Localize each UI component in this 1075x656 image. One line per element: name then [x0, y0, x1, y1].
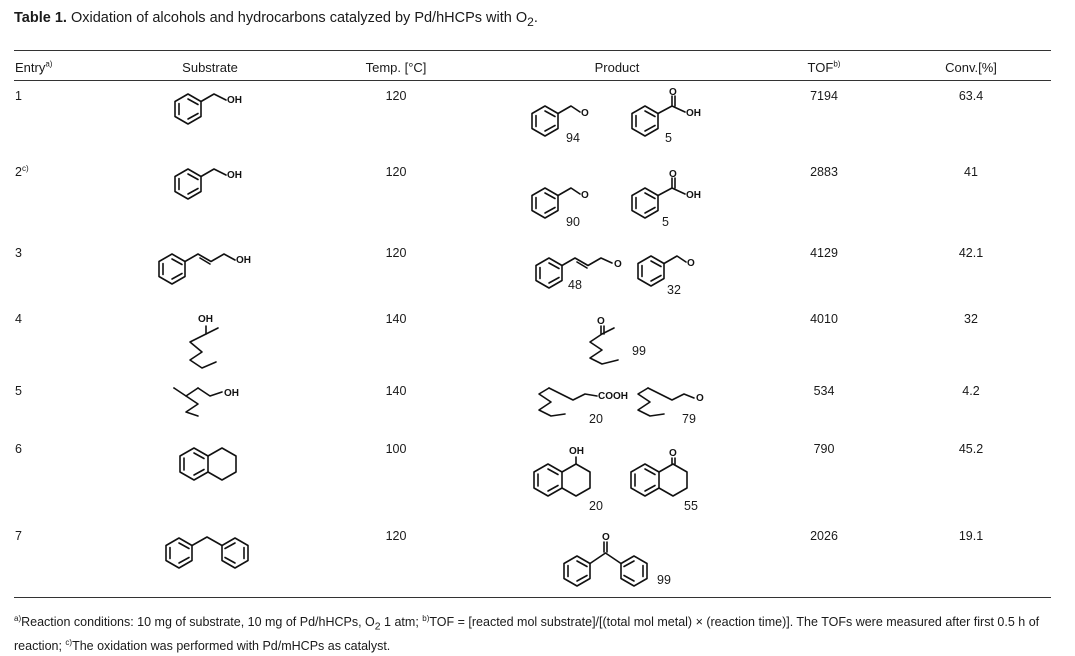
entry-cell: 1 — [15, 89, 22, 103]
conv-cell: 41 — [964, 165, 978, 179]
yield-5b: 79 — [682, 412, 696, 426]
tof-cell: 790 — [813, 442, 835, 456]
bottom-rule — [14, 597, 1051, 598]
svg-text:OH: OH — [198, 314, 213, 325]
svg-text:OH: OH — [227, 95, 242, 106]
product-octanal — [634, 382, 714, 424]
header-entry: Entry$^{a)}$ — [15, 59, 53, 75]
substrate-cinnamyl-alcohol — [155, 244, 265, 288]
entry-cell: 4 — [15, 312, 22, 326]
conv-cell: 32 — [964, 312, 978, 326]
svg-text:O: O — [614, 259, 622, 270]
header-conv: Conv.[%] — [945, 60, 997, 75]
yield-1a: 94 — [566, 131, 580, 145]
substrate-1-octanol — [168, 382, 248, 418]
svg-text:O: O — [602, 532, 610, 543]
entry-cell: 3 — [15, 246, 22, 260]
substrate-diphenylmethane — [162, 528, 262, 570]
entry-cell: 6 — [15, 442, 22, 456]
caption-text: Oxidation of alcohols and hydrocarbons catalyzed by Pd/hHCPs with O — [70, 10, 528, 26]
svg-text:OH: OH — [227, 170, 242, 181]
header-rule — [14, 80, 1051, 81]
conv-cell: 4.2 — [962, 384, 980, 398]
svg-text:O: O — [687, 258, 695, 269]
caption-end: . — [533, 10, 538, 26]
svg-text:O: O — [597, 316, 605, 327]
svg-text:O: O — [696, 393, 704, 404]
yield-2a: 90 — [566, 215, 580, 229]
entry-cell: 2$^{c)}$ — [15, 163, 29, 179]
yield-1b: 5 — [665, 131, 672, 145]
tof-cell: 4129 — [810, 246, 838, 260]
tof-cell: 534 — [813, 384, 835, 398]
header-substrate: Substrate — [182, 60, 238, 75]
temp-cell: 120 — [385, 246, 407, 260]
tof-cell: 7194 — [810, 89, 838, 103]
product-cinnamaldehyde — [532, 248, 632, 292]
conv-cell: 42.1 — [958, 246, 984, 260]
header-product: Product — [594, 60, 640, 75]
footnotes: $^{a)}$Reaction conditions: 10 mg of substrate, 10 mg of Pd/hHCPs, $O_2$ 1 atm; $^{b)}$TOF = [reacted mol substrate]/[(total mol metal) × (reaction time)]. The TOFs were measured after first 0.5 h of reaction; $^{c)}$The oxidation was performed with Pd/mHCPs as catalyst. — [14, 613, 1040, 653]
yield-6b: 55 — [684, 499, 698, 513]
tof-cell: 2883 — [810, 165, 838, 179]
entry-cell: 5 — [15, 384, 22, 398]
svg-text:O: O — [669, 448, 677, 459]
header-tof: TOF$^{b)}$ — [807, 59, 841, 75]
caption-label: Table 1. — [14, 10, 67, 26]
substrate-benzyl-alcohol-1 — [170, 88, 250, 132]
svg-text:O: O — [669, 87, 677, 98]
yield-7: 99 — [657, 573, 671, 587]
product-tetralol — [530, 444, 600, 502]
svg-text:OH: OH — [686, 190, 701, 201]
svg-text:OH: OH — [224, 388, 239, 399]
table-caption — [14, 10, 538, 29]
substrate-3-octanol — [180, 310, 240, 372]
conv-cell: 45.2 — [958, 442, 984, 456]
product-benzaldehyde-1 — [528, 98, 598, 144]
product-tetralone — [627, 444, 697, 502]
svg-text:OH: OH — [686, 108, 701, 119]
temp-cell: 120 — [385, 89, 407, 103]
product-benzophenone — [560, 528, 660, 590]
tof-cell: 2026 — [810, 529, 838, 543]
temp-cell: 100 — [385, 442, 407, 456]
entry-cell: 7 — [15, 529, 22, 543]
svg-text:COOH: COOH — [598, 391, 628, 402]
temp-cell: 140 — [385, 384, 407, 398]
yield-2b: 5 — [662, 215, 669, 229]
temp-cell: 140 — [385, 312, 407, 326]
temp-cell: 120 — [385, 165, 407, 179]
svg-text:O: O — [581, 190, 589, 201]
caption-sub: 2 — [527, 14, 534, 29]
product-octanoic-acid — [535, 382, 630, 424]
yield-3a: 48 — [568, 278, 582, 292]
top-rule — [14, 50, 1051, 51]
svg-text:OH: OH — [236, 255, 251, 266]
svg-text:O: O — [669, 169, 677, 180]
product-benzaldehyde-2 — [528, 180, 598, 226]
yield-4: 99 — [632, 344, 646, 358]
tof-cell: 4010 — [810, 312, 838, 326]
svg-text:O: O — [581, 108, 589, 119]
header-temp: Temp. [°C] — [365, 60, 427, 75]
temp-cell: 120 — [385, 529, 407, 543]
conv-cell: 19.1 — [958, 529, 984, 543]
conv-cell: 63.4 — [958, 89, 984, 103]
yield-3b: 32 — [667, 283, 681, 297]
yield-6a: 20 — [589, 499, 603, 513]
substrate-benzyl-alcohol-2 — [170, 163, 250, 207]
yield-5a: 20 — [589, 412, 603, 426]
substrate-tetralin — [176, 444, 246, 484]
svg-text:OH: OH — [569, 446, 584, 457]
